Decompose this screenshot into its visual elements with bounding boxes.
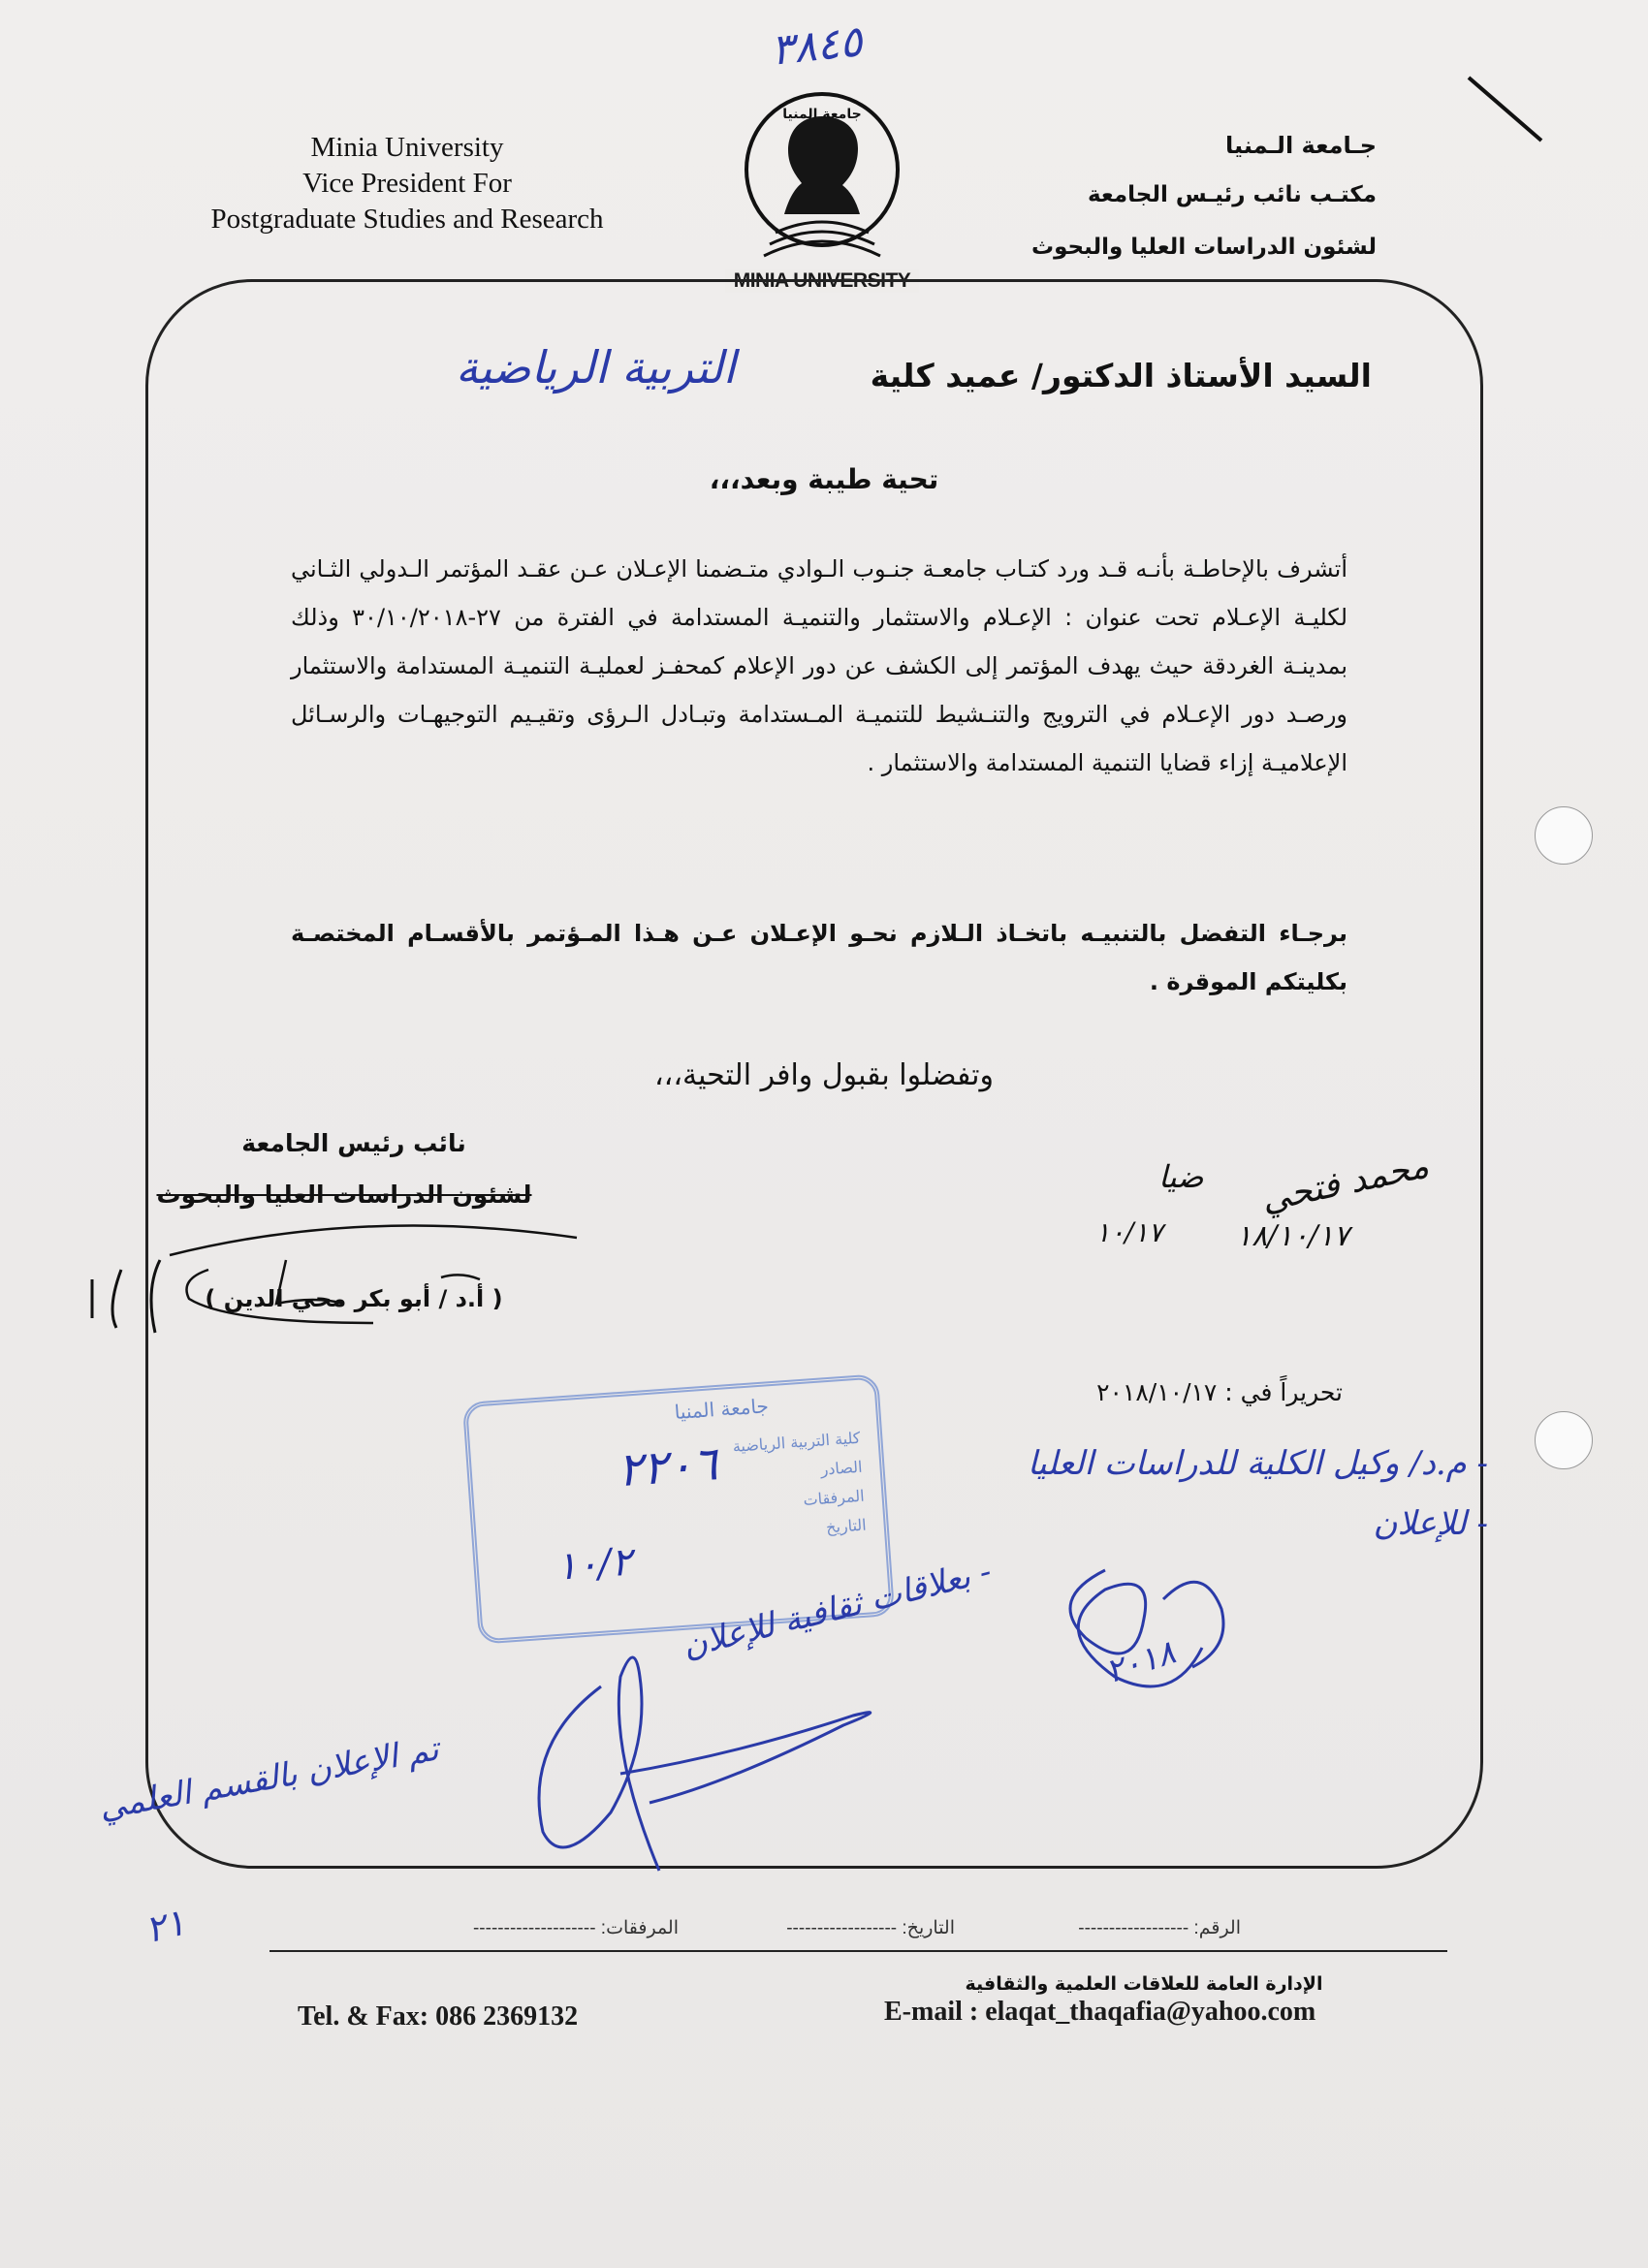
handwritten-note-2: - للإعلان xyxy=(1373,1504,1488,1543)
stamp-faculty: كلية التربية الرياضية xyxy=(732,1428,861,1456)
stamp-date: ١٠/٢ xyxy=(555,1539,634,1590)
pen-stroke-icon xyxy=(1464,73,1551,150)
signatory-name: ( أ.د / أبو بكر محي الدين ) xyxy=(205,1285,503,1312)
stamp-outgoing: الصادر xyxy=(819,1457,864,1479)
footer-attachments-field: المرفقات: -------------------- xyxy=(472,1918,679,1938)
logo-arc-text: جامعة المنيا xyxy=(782,107,862,122)
addressee: السيد الأستاذ الدكتور/ عميد كلية xyxy=(870,357,1372,394)
logo-caption: MINIA UNIVERSITY xyxy=(725,269,919,293)
footer-department: الإدارة العامة للعلاقات العلمية والثقافية xyxy=(965,1973,1323,1995)
letter-paragraph-1: أتشرف بالإحاطـة بأنـه قـد ورد كتـاب جامعـة جنـوب الـوادي متـضمنا الإعـلان عـن عقـد المؤتمر الـدولي الثـاني لكليـة الإعـلام تحت عنوان : الإعـلام والاستثمار والتنميـة المستدامة في الفترة من ٢٧-٣٠/١٠/٢٠١٨ وذلك بمدينـة الغردقة حيث يهدف المؤتمر إلى الكشف عن دور الإعلام كمحفـز لعمليـة التنميـة المستدامة والاستثمار ورصـد دور الإعـلام في الترويج والتنـشيط للتنميـة المـستدامة وتبـادل الـرؤى وتقيـيم التوجيهـات والرسـائل الإعلاميـة إزاء قضايا التنمية المستدامة والاستثمار . xyxy=(291,555,1348,776)
initial-date-1: ١٨/١٠/١٧ xyxy=(1236,1219,1349,1253)
handwritten-note-1: - م.د/ وكيل الكلية للدراسات العليا xyxy=(1027,1444,1488,1483)
initial-date-2: ١٠/١٧ xyxy=(1095,1216,1163,1248)
punch-hole-bottom xyxy=(1535,1411,1593,1469)
closing: وتفضلوا بقبول وافر التحية،،، xyxy=(653,1058,995,1092)
university-logo xyxy=(725,58,919,300)
office-name-ar: مكتـب نائب رئيـس الجامعة xyxy=(1087,182,1377,207)
university-name-en: Minia University xyxy=(310,132,504,163)
signature-mark-icon xyxy=(53,1202,596,1338)
header-english xyxy=(174,130,640,237)
logo-emblem-icon xyxy=(725,58,919,300)
handwritten-note-4: تم الإعلان بالقسم العلمي xyxy=(96,1729,442,1828)
greeting: تحية طيبة وبعد،،، xyxy=(709,463,939,495)
footer-email: E-mail : elaqat_thaqafia@yahoo.com xyxy=(884,1997,1316,2027)
footer-date-field: التاريخ: ------------------ xyxy=(786,1918,955,1938)
letter-paragraph-2: برجـاء التفضل بالتنبيـه باتخـاذ الـلازم نحـو الإعـلان عـن هـذا المـؤتمر بالأقسـام المختصـة بكليتكم الموقرة . xyxy=(291,920,1347,995)
handwritten-year: ٢٠١٨ xyxy=(1100,1632,1181,1692)
initial-name-1: محمد فتحي xyxy=(1257,1146,1433,1220)
signature-subtitle: لشئون الدراسات العليا والبحوث xyxy=(156,1181,532,1209)
university-name-ar: جـامعة الـمنيا xyxy=(1225,132,1377,159)
incoming-number-handwritten: ٣٨٤٥ xyxy=(768,16,865,76)
footer-divider xyxy=(269,1950,1447,1952)
initial-name-2: ضيا xyxy=(1158,1158,1204,1195)
stamp-number: ٢٢٠٦ xyxy=(616,1436,719,1498)
stamp-attachments: المرفقات xyxy=(802,1486,866,1509)
signature-title: نائب رئيس الجامعة xyxy=(241,1129,466,1157)
addressee-faculty-handwritten: التربية الرياضية xyxy=(456,341,736,394)
stamp-date-label: التاريخ xyxy=(825,1515,868,1537)
footer-telephone: Tel. & Fax: 086 2369132 xyxy=(298,2001,579,2032)
handwritten-number: ٢١ xyxy=(141,1900,190,1952)
stamp-university: جامعة المنيا xyxy=(673,1394,770,1425)
handwritten-signatures-icon xyxy=(485,1531,1357,1919)
footer-ref-field: الرقم: ------------------ xyxy=(1078,1918,1241,1938)
issue-date: تحريراً في : ٢٠١٨/١٠/١٧ xyxy=(1096,1378,1343,1406)
handwritten-note-3: - بعلاقات ثقافية للإعلان xyxy=(679,1552,996,1666)
office-scope-ar: لشئون الدراسات العليا والبحوث xyxy=(1030,235,1377,260)
office-name-en: Vice President For xyxy=(302,168,512,199)
office-scope-en: Postgraduate Studies and Research xyxy=(210,204,604,235)
punch-hole-top xyxy=(1535,806,1593,865)
